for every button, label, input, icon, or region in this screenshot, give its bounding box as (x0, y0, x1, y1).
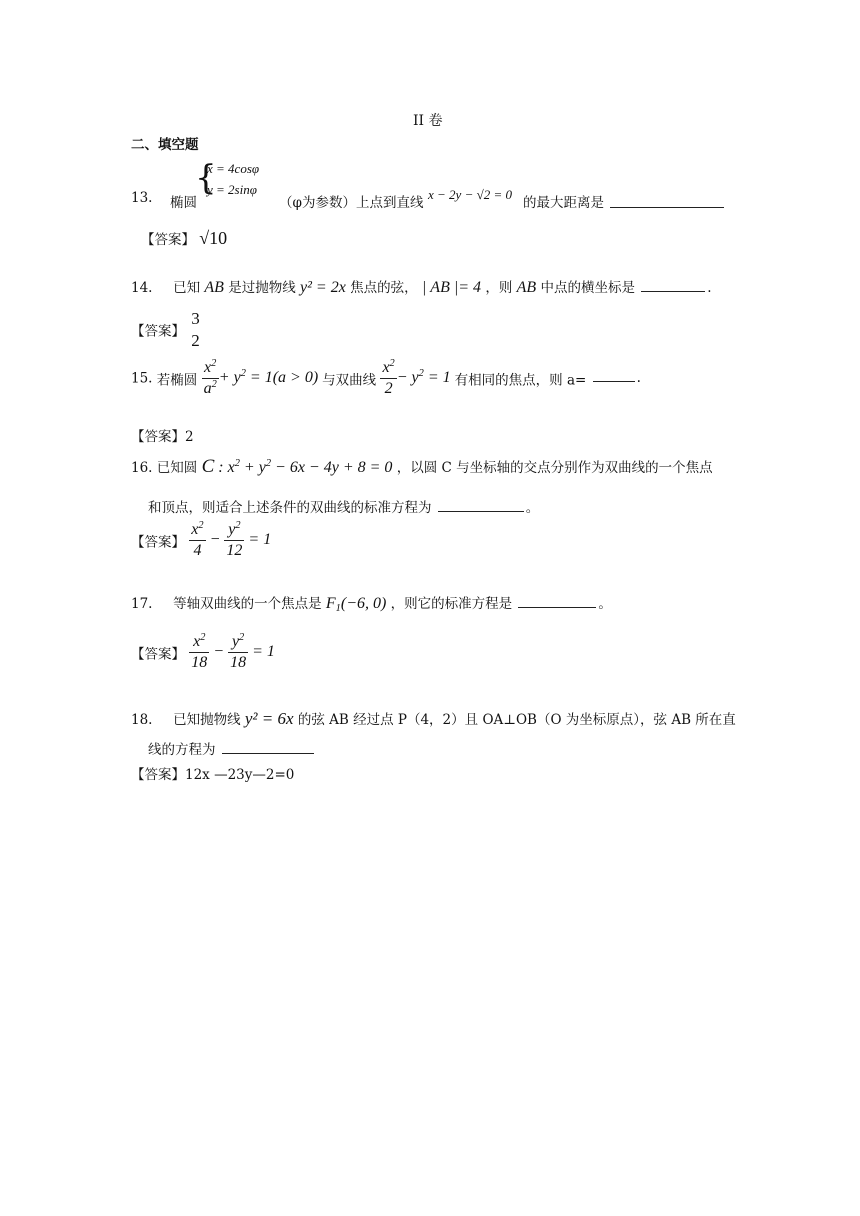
answer-fraction (189, 310, 202, 349)
equation-system-line2: y = 2sinφ (207, 182, 257, 197)
question-text: 的最大距离是 (523, 195, 604, 211)
parabola-equation: y² = 6x (244, 709, 294, 728)
question-text: ，以圆 C 与坐标轴的交点分别作为双曲线的一个焦点 (396, 460, 713, 476)
answer-label: 【答案】 (131, 767, 185, 783)
answer-18 (131, 763, 294, 783)
answer-value: 12x —23y—2=0 (185, 767, 295, 783)
answer-blank (222, 752, 314, 754)
answer-blank (593, 380, 635, 382)
question-17 (131, 592, 612, 613)
focus-point: $F_1(-6$, 0) (325, 595, 387, 615)
question-text: . (636, 370, 641, 386)
ellipse-equation: $\frac{x^2}{a^2}$ + $y^2 = 1(a > 0)$ (203, 357, 323, 397)
math-abs: | AB |= 4 (421, 279, 482, 296)
answer-value: 2 (185, 429, 194, 445)
answer-blank (641, 290, 705, 292)
fraction-denominator: 2 (191, 331, 200, 350)
answer-16 (131, 519, 272, 559)
question-text: 线的方程为 (148, 742, 216, 758)
fraction-numerator: 3 (191, 309, 200, 328)
question-16 (131, 456, 713, 478)
question-number: 16. (131, 460, 153, 476)
question-text: （φ为参数）上点到直线 (279, 195, 424, 211)
answer-value: √10 (199, 228, 228, 248)
question-text: 的弦 AB 经过点 P（4，2）且 OA⊥OB（O 为坐标原点），弦 AB 所在直 (297, 712, 736, 728)
question-number: 17. (131, 596, 153, 612)
question-16-line2 (148, 496, 539, 516)
equation-system-line1: x = 4cosφ (207, 161, 260, 176)
section-heading: 二、填空题 (131, 137, 199, 153)
question-text: ，则 (485, 280, 513, 296)
answer-14 (131, 310, 202, 349)
parabola-equation: y² = 2x (300, 279, 346, 296)
question-number: 15. (131, 370, 153, 387)
question-text: 有相同的焦点，则 a= (454, 372, 587, 389)
question-text: 已知 (173, 280, 201, 296)
question-text: 是过抛物线 (228, 280, 296, 296)
line-equation: x − 2y − √2 = 0 (428, 187, 512, 202)
question-text: 和顶点，则适合上述条件的双曲线的标准方程为 (148, 500, 432, 516)
answer-label: 【答案】 (131, 323, 185, 340)
question-text: 与双曲线 (322, 372, 377, 389)
answer-label: 【答案】 (131, 646, 185, 663)
math-ab: AB (204, 279, 224, 296)
answer-label: 【答案】 (141, 232, 195, 248)
question-text: ，则它的标准方程是 (390, 596, 513, 612)
question-text: 若椭圆 (156, 372, 198, 389)
answer-label: 【答案】 (131, 429, 185, 445)
question-15 (131, 357, 641, 397)
answer-15 (131, 425, 194, 445)
question-number: 14. (131, 280, 153, 296)
hyperbola-equation: $\frac{x^2}{2}$ − $y^2 = 1$ (382, 357, 455, 397)
answer-blank (518, 606, 596, 608)
answer-value: $\frac{x^2}{18}$ − $\frac{y^2}{18}$ = 1 (191, 631, 275, 671)
question-18-line2 (148, 738, 316, 758)
answer-label: 【答案】 (131, 534, 185, 551)
answer-blank (610, 206, 724, 208)
question-text: 。 (525, 500, 540, 516)
question-18 (131, 708, 736, 729)
question-text: 焦点的弦， (350, 280, 418, 296)
question-text: 椭圆 (170, 195, 197, 211)
question-text: 。 (598, 596, 612, 612)
question-text: 已知圆 (156, 460, 198, 476)
question-text: 中点的横坐标是 (540, 280, 635, 296)
answer-17 (131, 631, 275, 671)
answer-value: $\frac{x^2}{4}$ − $\frac{y^2}{12}$ = 1 (191, 519, 272, 559)
answer-13 (141, 228, 227, 249)
question-14 (131, 276, 712, 297)
math-ab: AB (516, 279, 537, 296)
page-title: II 卷 (413, 113, 443, 129)
question-number: 13. (131, 190, 153, 206)
question-text: 已知抛物线 (173, 712, 241, 728)
question-text: 等轴双曲线的一个焦点是 (173, 596, 322, 612)
question-text: . (707, 280, 712, 296)
brace-symbol: { (195, 158, 217, 198)
circle-equation: C : $x^2 + y^2 - 6x - 4y + 8 = 0$ (201, 456, 393, 477)
answer-blank (438, 510, 524, 512)
question-number: 18. (131, 712, 153, 728)
